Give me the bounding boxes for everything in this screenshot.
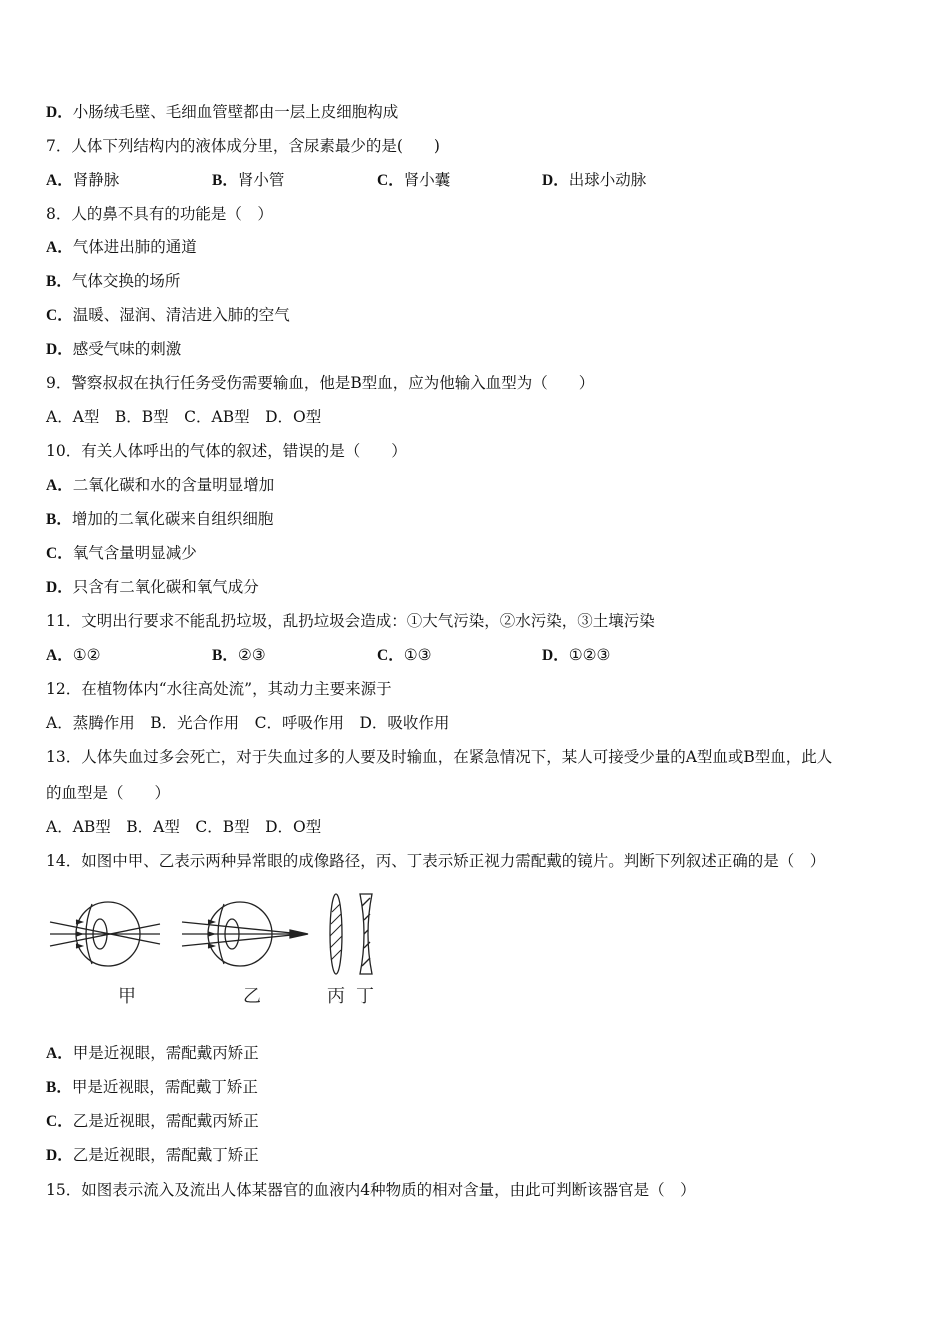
option-text: 只含有二氧化碳和氧气成分 xyxy=(72,578,259,596)
q7-stem: 7．人体下列结构内的液体成分里，含尿素最少的是( ) xyxy=(46,137,440,155)
q13-stem-line1: 13．人体失血过多会死亡，对于失血过多的人要及时输血，在紧急情况下，某人可接受少量的A型血或B型血，此人 xyxy=(46,748,833,766)
q7-option-d xyxy=(542,170,646,191)
q8-option-d xyxy=(46,339,181,360)
q8-option-c xyxy=(46,305,290,326)
q13-options: A．AB型 B．A型 C．B型 D．O型 xyxy=(46,818,322,836)
figure-label-ding: 丁 xyxy=(356,986,374,1007)
option-text: ①②③ xyxy=(568,646,611,664)
q11-option-d xyxy=(542,645,610,666)
option-text: 肾小管 xyxy=(237,171,285,189)
figure-label-jia: 甲 xyxy=(118,986,136,1007)
q9-stem: 9．警察叔叔在执行任务受伤需要输血，他是B型血，应为他输入血型为（ ） xyxy=(46,374,595,392)
option-text: 出球小动脉 xyxy=(568,171,647,189)
option-text: 增加的二氧化碳来自组织细胞 xyxy=(71,510,274,528)
option-letter: D． xyxy=(542,172,569,189)
option-text: 甲是近视眼，需配戴丁矫正 xyxy=(71,1078,258,1096)
q10-option-d xyxy=(46,577,259,598)
option-text: 小肠绒毛壁、毛细血管壁都由一层上皮细胞构成 xyxy=(72,103,399,121)
option-letter: A． xyxy=(46,1045,73,1062)
q11-option-b xyxy=(212,645,266,666)
q14-option-d xyxy=(46,1145,259,1166)
q9-options: A．A型 B．B型 C．AB型 D．O型 xyxy=(46,408,322,426)
option-text: 乙是近视眼，需配戴丙矫正 xyxy=(72,1112,259,1130)
q7-option-a xyxy=(46,170,119,191)
q10-stem: 10．有关人体呼出的气体的叙述，错误的是（ ） xyxy=(46,442,407,460)
option-text: 肾静脉 xyxy=(72,171,120,189)
q7-option-c xyxy=(377,170,450,191)
option-text: ②③ xyxy=(237,646,266,664)
eye-jia-drawing xyxy=(50,902,160,966)
q14-option-a xyxy=(46,1043,259,1064)
q11-option-a xyxy=(46,645,101,666)
lens-ding-concave-drawing xyxy=(360,894,372,974)
option-letter: D． xyxy=(46,104,73,121)
option-text: 甲是近视眼，需配戴丙矫正 xyxy=(72,1044,259,1062)
option-letter: D． xyxy=(46,341,73,358)
option-letter: B． xyxy=(46,511,72,528)
option-letter: A． xyxy=(46,239,73,256)
figure-label-yi: 乙 xyxy=(243,986,261,1007)
q11-option-c xyxy=(377,645,432,666)
option-letter: D． xyxy=(46,1147,73,1164)
q8-option-a xyxy=(46,237,197,258)
option-letter: C． xyxy=(46,1113,73,1130)
q14-option-b xyxy=(46,1077,258,1098)
q14-stem: 14．如图中甲、乙表示两种异常眼的成像路径，丙、丁表示矫正视力需配戴的镜片。判断下列叙述正确的是（ ） xyxy=(46,852,826,870)
q6-option-d xyxy=(46,102,398,123)
q10-option-b xyxy=(46,509,273,530)
option-letter: D． xyxy=(542,647,569,664)
q13-stem-line2: 的血型是（ ） xyxy=(46,784,171,802)
q8-option-b xyxy=(46,271,180,292)
q14-option-c xyxy=(46,1111,259,1132)
option-letter: B． xyxy=(212,647,238,664)
q15-stem: 15．如图表示流入及流出人体某器官的血液内4种物质的相对含量，由此可判断该器官是（ ） xyxy=(46,1181,696,1199)
option-letter: C． xyxy=(377,172,404,189)
q10-option-a xyxy=(46,475,274,496)
option-text: 气体进出肺的通道 xyxy=(72,238,197,256)
option-text: 肾小囊 xyxy=(403,171,451,189)
option-text: 氧气含量明显减少 xyxy=(72,544,197,562)
lens-bing-convex-drawing xyxy=(330,894,342,974)
option-letter: B． xyxy=(212,172,238,189)
option-letter: D． xyxy=(46,579,73,596)
option-letter: B． xyxy=(46,273,72,290)
q10-option-c xyxy=(46,543,197,564)
option-letter: A． xyxy=(46,477,73,494)
option-text: ①③ xyxy=(403,646,432,664)
option-letter: C． xyxy=(46,545,73,562)
figure-label-bing: 丙 xyxy=(327,986,345,1007)
eye-lens-diagram xyxy=(40,882,400,1012)
q12-options: A．蒸腾作用 B．光合作用 C．呼吸作用 D．吸收作用 xyxy=(46,714,450,732)
option-letter: C． xyxy=(46,307,73,324)
option-letter: A． xyxy=(46,647,73,664)
option-text: 乙是近视眼，需配戴丁矫正 xyxy=(72,1146,259,1164)
option-text: 气体交换的场所 xyxy=(71,272,181,290)
option-letter: A． xyxy=(46,172,73,189)
option-text: 温暖、湿润、清洁进入肺的空气 xyxy=(72,306,290,324)
q11-stem: 11．文明出行要求不能乱扔垃圾，乱扔垃圾会造成：①大气污染，②水污染，③土壤污染 xyxy=(46,612,655,630)
option-text: ①② xyxy=(72,646,101,664)
option-letter: B． xyxy=(46,1079,72,1096)
option-letter: C． xyxy=(377,647,404,664)
eye-yi-drawing xyxy=(182,902,308,966)
q7-option-b xyxy=(212,170,284,191)
option-text: 感受气味的刺激 xyxy=(72,340,182,358)
q12-stem: 12．在植物体内“水往高处流”，其动力主要来源于 xyxy=(46,680,392,698)
q14-figure xyxy=(40,882,400,1012)
option-text: 二氧化碳和水的含量明显增加 xyxy=(72,476,275,494)
q8-stem: 8．人的鼻不具有的功能是（ ） xyxy=(46,205,273,223)
